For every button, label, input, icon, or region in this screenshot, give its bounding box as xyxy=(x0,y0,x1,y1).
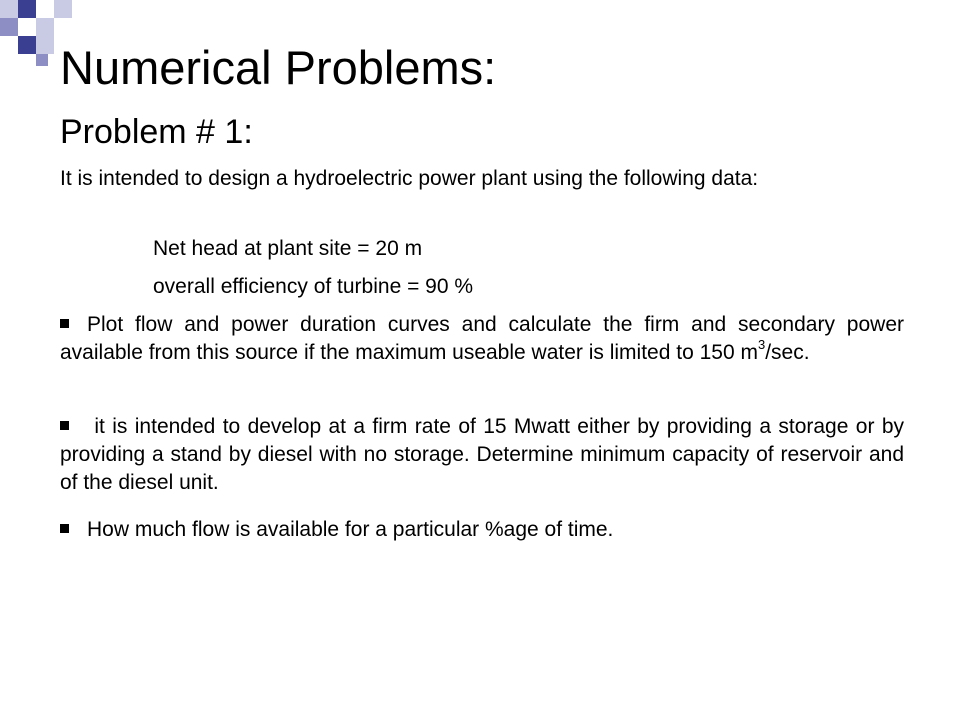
slide-title: Numerical Problems: xyxy=(60,41,497,94)
square-bullet-icon xyxy=(60,421,69,430)
intro-paragraph: It is intended to design a hydroelectric power plant using the following data: xyxy=(60,167,759,190)
square-dark-icon xyxy=(18,36,36,54)
square-mid-icon xyxy=(36,54,48,66)
bullet-item-flow-available xyxy=(60,516,904,544)
bullet-text-suffix: /sec. xyxy=(765,341,810,364)
superscript: 3 xyxy=(757,337,766,352)
square-bullet-icon xyxy=(60,524,69,533)
bullet-item-plot-curves xyxy=(60,311,904,367)
bullet-text: Plot flow and power duration curves and calculate the firm and secondary power available from this source if the maximum useable water is limited to 150 m xyxy=(60,313,904,364)
bullet-text: it is intended to develop at a firm rate of 15 Mwatt either by providing a storage or by providing a stand by diesel with no storage. Determine minimum capacity of reservoir and of the diesel unit. xyxy=(60,415,904,494)
square-light-icon xyxy=(0,0,18,18)
bullet-item-firm-rate xyxy=(60,413,904,497)
data-line-efficiency: overall efficiency of turbine = 90 % xyxy=(153,275,474,298)
square-light-icon xyxy=(54,0,72,18)
square-bullet-icon xyxy=(60,319,69,328)
data-line-net-head: Net head at plant site = 20 m xyxy=(153,237,423,260)
square-dark-icon xyxy=(18,0,36,18)
square-light-icon xyxy=(36,18,54,36)
slide-subtitle: Problem # 1: xyxy=(60,113,253,151)
square-light-icon xyxy=(36,36,54,54)
bullet-text: How much flow is available for a particular %age of time. xyxy=(87,518,614,541)
square-mid-icon xyxy=(0,18,18,36)
